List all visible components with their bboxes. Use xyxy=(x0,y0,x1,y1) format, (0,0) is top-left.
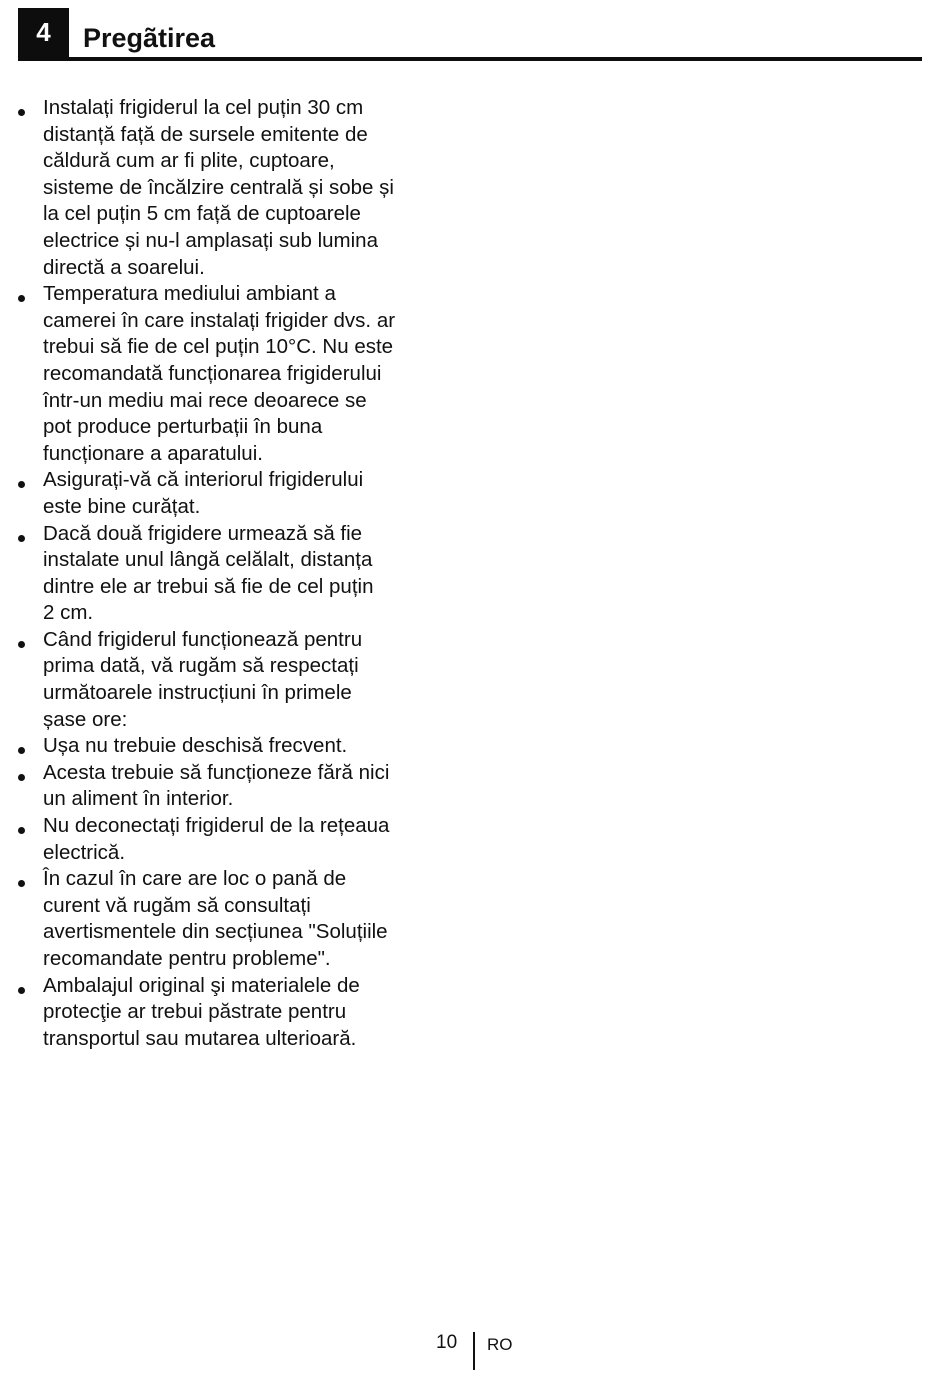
bullet-text-line: protecţie ar trebui păstrate pentru xyxy=(43,1000,347,1024)
bullet-text-line: directă a soarelui. xyxy=(43,255,205,279)
bullet-text-line: șase ore: xyxy=(43,707,128,731)
bullet-text-line: căldură cum ar fi plite, cuptoare, xyxy=(43,149,335,173)
instruction-bullet-list xyxy=(18,95,448,1052)
bullet-dot-icon xyxy=(18,641,25,648)
bullet-item xyxy=(18,813,448,866)
bullet-dot-icon xyxy=(18,535,25,542)
bullet-item xyxy=(18,866,448,972)
bullet-text-line: pot produce perturbații în buna xyxy=(43,415,323,439)
bullet-text-line: trebui să fie de cel puțin 10°C. Nu este xyxy=(43,335,394,359)
bullet-text-line: Instalați frigiderul la cel puțin 30 cm xyxy=(43,96,364,119)
bullet-text-line: este bine curățat. xyxy=(43,494,201,518)
bullet-text-line: sisteme de încălzire centrală și sobe și xyxy=(43,175,394,199)
bullet-text-line: dintre ele ar trebui să fie de cel puțin xyxy=(43,574,374,598)
bullet-text-line: distanță față de sursele emitente de xyxy=(43,122,368,146)
page-number: 10 xyxy=(436,1332,458,1353)
bullet-item xyxy=(18,281,448,467)
bullet-dot-icon xyxy=(18,880,25,887)
bullet-item xyxy=(18,973,448,1053)
bullet-text-line: recomandate pentru probleme". xyxy=(43,947,331,970)
bullet-item xyxy=(18,733,448,760)
bullet-text-line: Nu deconectați frigiderul de la rețeaua xyxy=(43,814,390,838)
bullet-text-line: Acesta trebuie să funcționeze fără nici xyxy=(43,760,390,784)
bullet-text-line: un aliment în interior. xyxy=(43,787,234,811)
bullet-text-line: Când frigiderul funcționează pentru xyxy=(43,627,363,651)
chapter-title: Pregãtirea xyxy=(83,23,216,53)
bullet-dot-icon xyxy=(18,827,25,834)
bullet-item xyxy=(18,467,448,520)
bullet-text-line: recomandată funcționarea frigiderului xyxy=(43,361,382,385)
bullet-text-line: instalate unul lângă celălalt, distanța xyxy=(43,548,373,572)
bullet-text-line: În cazul în care are loc o pană de xyxy=(43,867,347,891)
bullet-text-line: următoarele instrucțiuni în primele xyxy=(43,681,352,705)
bullet-text-line: curent vă rugăm să consultați xyxy=(43,893,311,917)
bullet-item xyxy=(18,95,448,281)
page-footer xyxy=(0,1330,950,1374)
bullet-item xyxy=(18,521,448,627)
bullet-dot-icon xyxy=(18,987,25,994)
bullet-dot-icon xyxy=(18,774,25,781)
bullet-item xyxy=(18,760,448,813)
bullet-text-line: transportul sau mutarea ulterioară. xyxy=(43,1026,357,1050)
header-divider xyxy=(18,57,922,61)
chapter-number-badge: 4 xyxy=(18,8,69,59)
bullet-text-line: avertismentele din secțiunea "Soluțiile xyxy=(43,920,388,944)
bullet-dot-icon xyxy=(18,295,25,302)
bullet-text-line: Dacă două frigidere urmează să fie xyxy=(43,521,363,545)
bullet-text-line: electrice și nu-l amplasați sub lumina xyxy=(43,228,378,252)
bullet-text-line: prima dată, vă rugăm să respectați xyxy=(43,654,359,678)
bullet-text-line: Ușa nu trebuie deschisă frecvent. xyxy=(43,734,348,758)
bullet-text-line: la cel puțin 5 cm față de cuptoarele xyxy=(43,202,361,226)
bullet-dot-icon xyxy=(18,109,25,116)
bullet-text-line: funcționare a aparatului. xyxy=(43,441,263,465)
bullet-text-line: Ambalajul original şi materialele de xyxy=(43,973,360,997)
bullet-dot-icon xyxy=(18,481,25,488)
language-code: RO xyxy=(487,1335,513,1354)
bullet-text-line: electrică. xyxy=(43,840,126,864)
bullet-text-line: Temperatura mediului ambiant a xyxy=(43,282,336,306)
bullet-item xyxy=(18,627,448,733)
bullet-text-line: Asigurați-vă că interiorul frigiderului xyxy=(43,468,364,492)
footer-divider xyxy=(473,1332,475,1370)
bullet-dot-icon xyxy=(18,747,25,754)
bullet-text-line: 2 cm. xyxy=(43,601,94,625)
bullet-text-line: într-un mediu mai rece deoarece se xyxy=(43,388,367,412)
chapter-header xyxy=(18,8,922,60)
bullet-text-line: camerei în care instalați frigider dvs. ar xyxy=(43,308,396,332)
